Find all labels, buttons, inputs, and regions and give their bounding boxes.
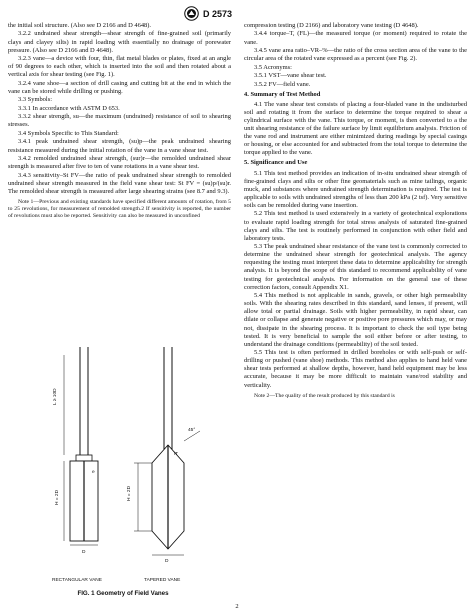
paragraph: 3.2.2 undrained shear strength—shear strength of fine-grained soil (primarily clays and clayey silts) in rapid loading with essentially no drainage of porewater pressure. (Also see D 2166 and D 4648). xyxy=(8,30,231,54)
paragraph: 5.2 This test method is used extensively in a variety of geotechnical explorations to evaluate rapid loading strength for total stress analysis of saturated fine-grained clays and silts. The test is routinely performed in conjunction with other field and laboratory tests. xyxy=(244,210,467,242)
section-heading: 4. Summary of Test Method xyxy=(244,90,321,98)
paragraph: 3.4.4 torque–T, (FL)—the measured torque (or moment) required to rotate the vane. xyxy=(244,30,467,46)
paragraph: 4.1 The vane shear test consists of placing a four-bladed vane in the undisturbed soil and rotating it from the surface to determine the torque required to shear a cylindrical surface with the vane. This torque, or moment, is then converted to a the unit shearing resistance of the failure surface by limit equilibrium analysis. Friction of the vane rod and instrument are either minimized during readings by special casings or housing, or else accounted for and subtracted from the total torque to determine the torque applied to the vane. xyxy=(244,100,467,157)
paragraph: 3.4.5 vane area ratio–VR–%—the ratio of the cross section area of the vane to the circular area of the rotated vane expressed as a percent (see Fig. 2). xyxy=(244,47,467,63)
paragraph: 3.5.1 VST—vane shear test. xyxy=(254,72,327,80)
rectangular-vane-label: RECTANGULAR VANE xyxy=(52,578,102,583)
paragraph: 3.3.2 shear strength, su—the maximum (undrained) resistance of soil to shearing stresses. xyxy=(8,113,231,129)
paragraph: 3.3.1 In accordance with ASTM D 653. xyxy=(18,104,120,112)
dim-e-label: e xyxy=(92,470,95,475)
document-id: D 2573 xyxy=(203,8,233,19)
section-heading: 5. Significance and Use xyxy=(244,159,308,167)
left-column xyxy=(8,22,231,221)
note: Note 2—The quality of the result produced by this standard is xyxy=(254,392,395,399)
paragraph: 3.2.3 vane—a device with four, thin, flat metal blades or plates, fixed at an angle of 90 degrees to each other, which is inserted into the soil and then rotated about a vertical axis for shear testing (see Fig. 1). xyxy=(8,55,231,79)
dim-l-label: L ≥ 10D xyxy=(53,388,58,405)
document-header xyxy=(184,6,232,21)
paragraph: 3.5.2 FV—field vane. xyxy=(254,80,311,88)
dim-d-label-right: D xyxy=(165,559,169,564)
astm-logo-icon xyxy=(184,6,199,21)
figure-caption: FIG. 1 Geometry of Field Vanes xyxy=(77,590,169,597)
paragraph: 5.4 This method is not applicable in sands, gravels, or other high permeability soils. With the shearing rates described in this standard, sand lenses, if present, will allow total or partial drainage. Soils with higher permeability, in rapid shear, can dilate or collapse and generate negative or positive pore pressures which may, or may not, dissipate in the shearing process. It is important to check the soil type being tested. It is very beneficial to sample the soil either before or after testing, to understand the drainage conditions (permeability) of the soil tested. xyxy=(244,292,467,348)
paragraph: 3.4.2 remolded undrained shear strength, (sur)r—the remolded undrained shear strength is measured after five to ten of vane rotations in a vane shear test. xyxy=(8,155,231,171)
dim-it-label: iT xyxy=(174,452,178,457)
paragraph: 5.3 The peak undrained shear resistance of the vane test is commonly corrected to determine the undrained shear strength for geotechnical analysis. The agency requesting the testing must interpret these data to determine applicability for strength analysis. It is beyond the scope of this standard to recommend applicability of vane testing for geotechnical analysis. For information on the general use of these correction factors, consult Appendix X1. xyxy=(244,243,467,291)
paragraph: 3.5 Acronyms: xyxy=(254,63,292,71)
tapered-vane-drawing xyxy=(134,347,200,555)
angle-label: 45° xyxy=(188,428,196,433)
paragraph: compression testing (D 2166) and laboratory vane testing (D 4648). xyxy=(244,22,419,29)
dim-d-label: D xyxy=(82,550,86,555)
dim-h-label: H = 2D xyxy=(55,489,60,505)
paragraph: 3.4.3 sensitivity–St FV—the ratio of peak undrained shear strength to remolded undrained shear strength measured in the field vane shear test: St FV = (su)p/(su)r. The remolded shear strength is measured after large shearing strains (see 8.7 and 9.3). xyxy=(8,171,231,195)
paragraph: the initial soil structure. (Also see D 2166 and D 4648). xyxy=(8,22,152,29)
paragraph: 3.2.4 vane shoe—a section of drill casing and cutting bit at the end in which the vane can be stored while drilling or pushing. xyxy=(8,79,231,95)
note: Note 1—Previous and existing standards have specified different amounts of rotation, from 5 to 25 revolutions, for measurement of remolded strength.2 If sensitivity is reported, the number of revolutions must also be reported. Sensitivity can also be measured in unconfined xyxy=(8,198,231,220)
paragraph: 5.1 This test method provides an indication of in-situ undrained shear strength of fine-grained clays and silts or other fine geomaterials such as mine tailings, organic muck, and substances where undrained strength determination is required. The test is applicable to soils with undrained strengths of less than 200 kPa (2 tsf). Very sensitive soils can be remolded during vane insertion. xyxy=(244,169,467,209)
page-number: 2 xyxy=(235,603,239,610)
right-column xyxy=(244,22,467,400)
dim-h-label-right: H = 2D xyxy=(127,485,132,501)
rectangular-vane-drawing xyxy=(64,347,98,545)
paragraph: 3.4.1 peak undrained shear strength, (su)p—the peak undrained shearing resistance measured during the initial rotation of the vane in a vane shear test. xyxy=(8,138,231,154)
paragraph: 3.4 Symbols Specific to This Standard: xyxy=(18,129,119,137)
tapered-vane-label: TAPERED VANE xyxy=(144,578,181,583)
paragraph: 3.3 Symbols: xyxy=(18,96,52,104)
paragraph: 5.5 This test is often performed in drilled boreholes or with self-push or self-drilling or pushed (vane shoe) methods. This method also applies to hand held vane shear tests performed at shallow depths, however, hand held equipment may be less accurate, because it may be more difficult to maintain vane/rod stability and verticality. xyxy=(244,349,467,389)
figure-field-vanes xyxy=(30,345,220,590)
